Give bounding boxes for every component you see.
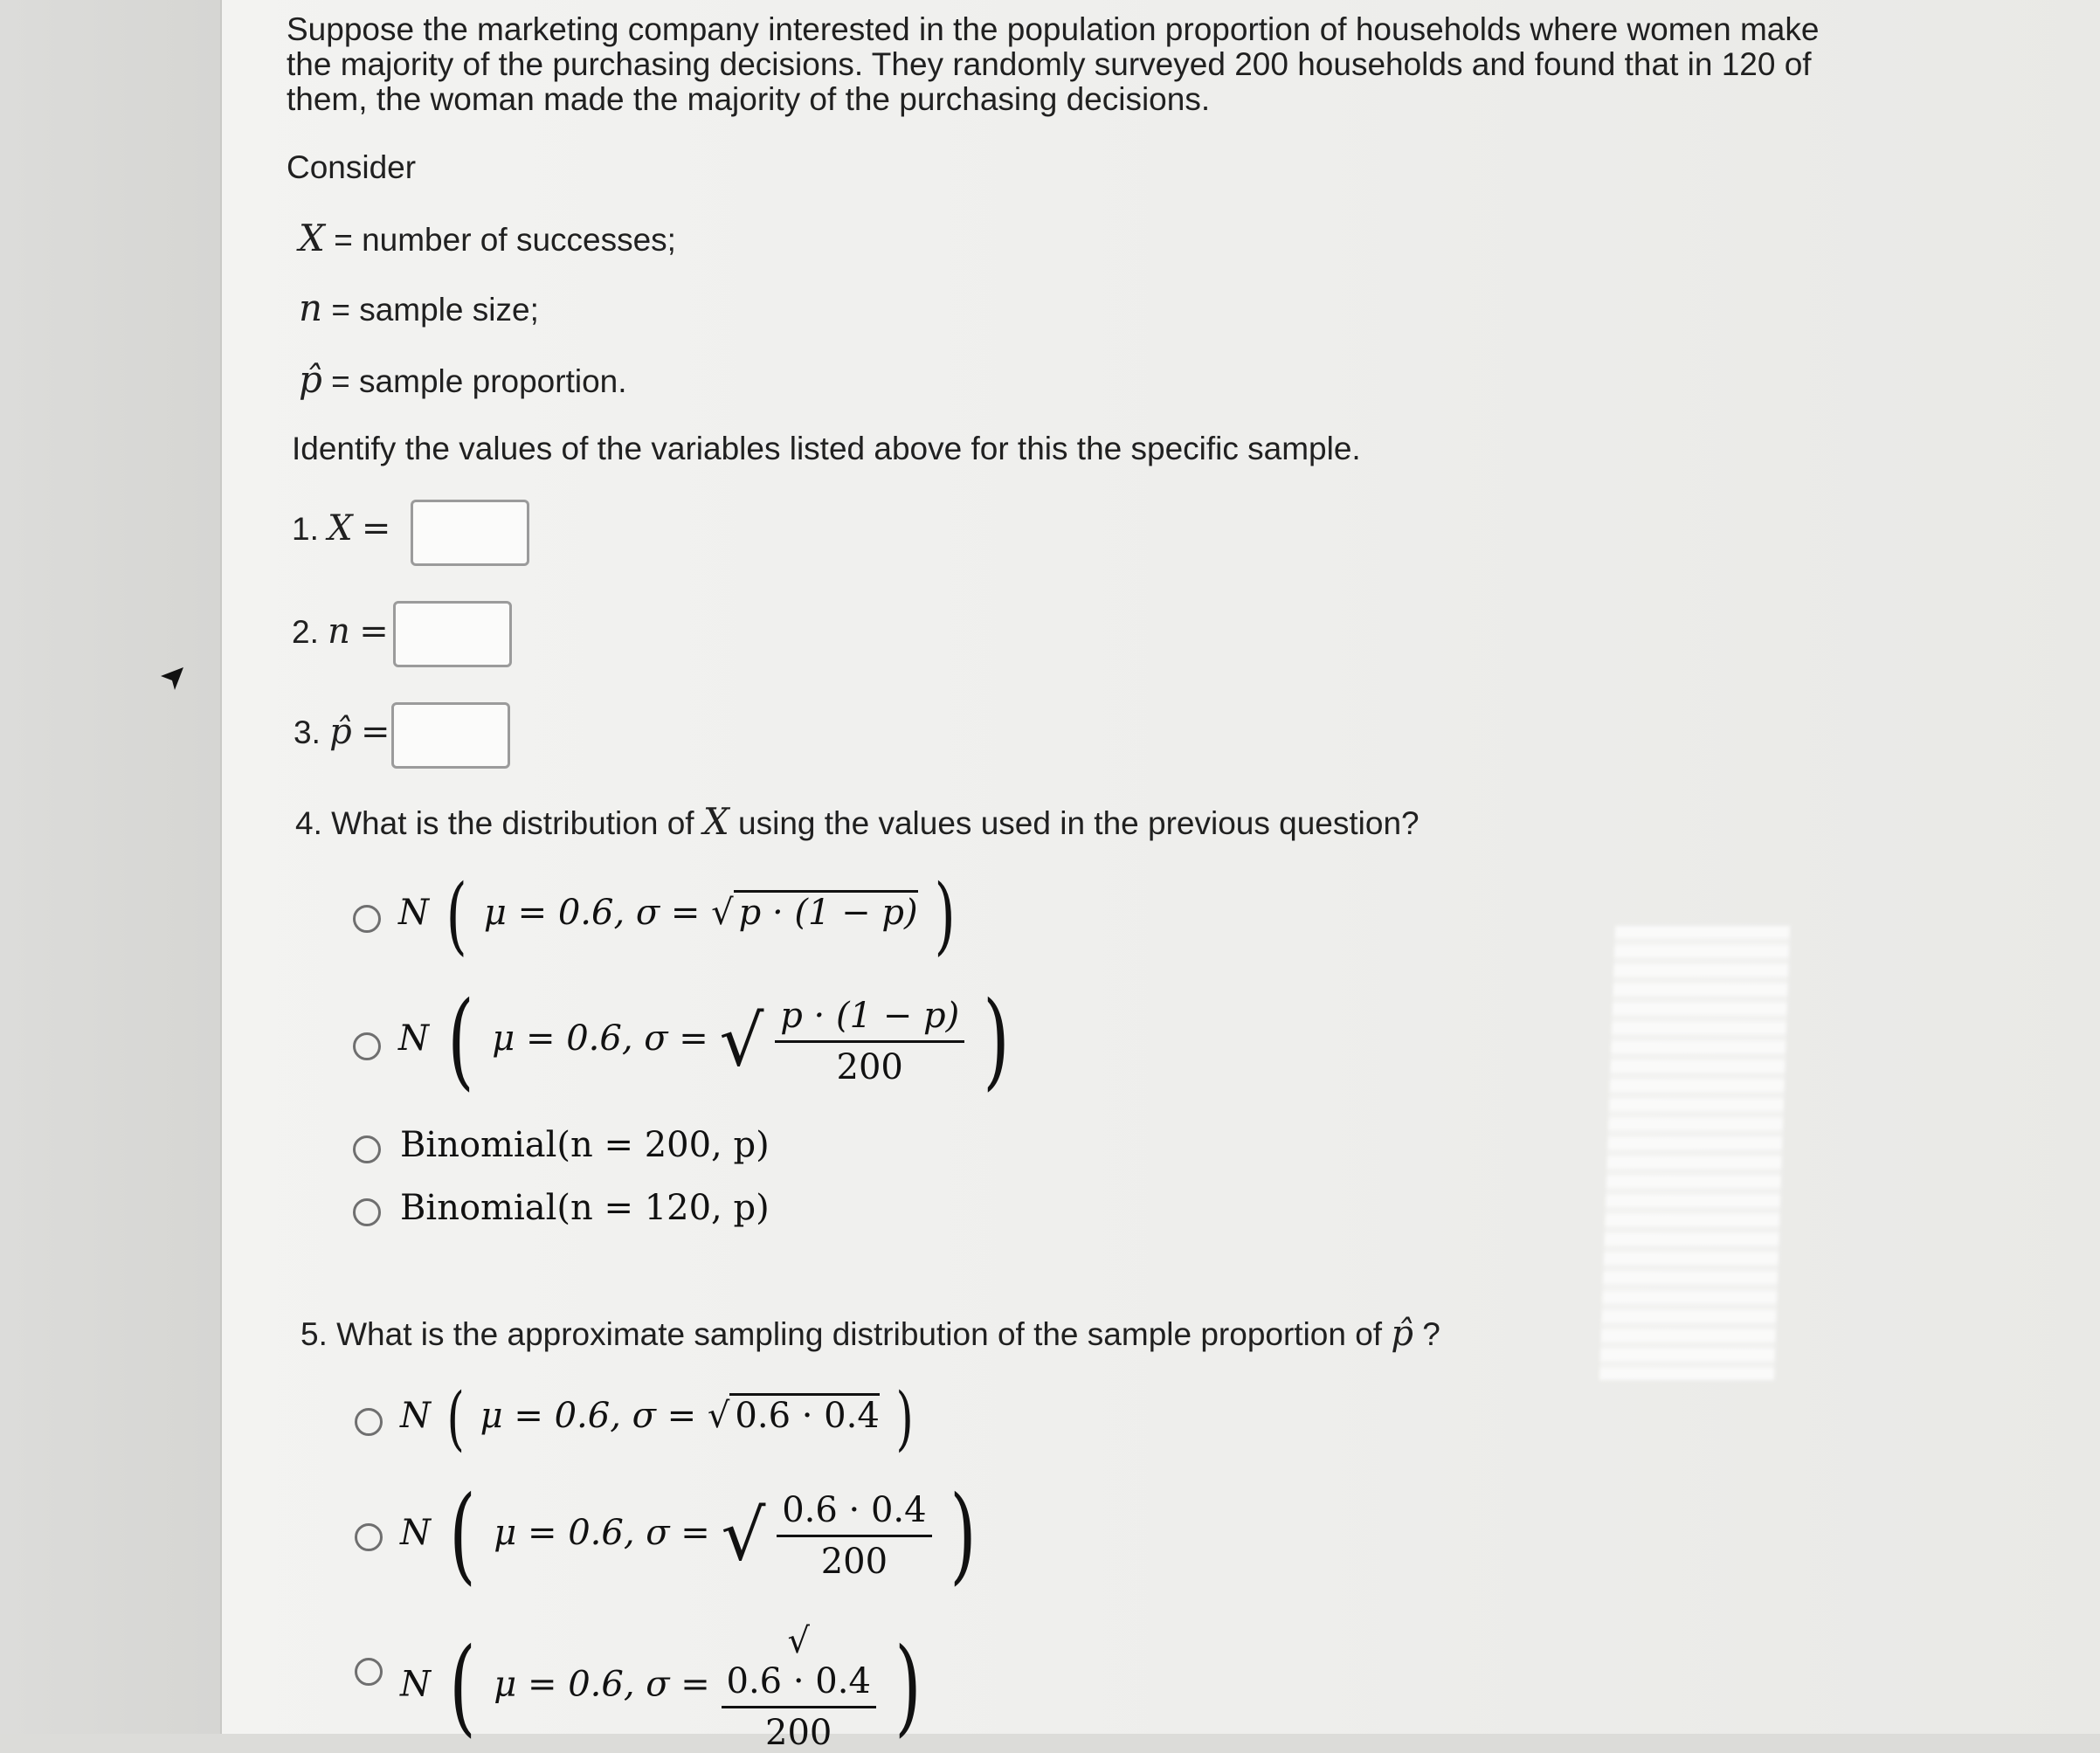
q4-prefix: 4. What is the distribution of [295,805,694,841]
definition-n [299,286,539,330]
open-paren: ( [448,1625,476,1748]
definition-phat [299,358,627,402]
fraction [775,996,964,1087]
q4-option-2[interactable] [398,980,1017,1101]
q5-option-1[interactable] [400,1377,918,1459]
intro-line-2: the majority of the purchasing decisions. They randomly surveyed 200 households and found that in 120 of [287,46,1812,82]
mouse-cursor-icon [157,664,189,695]
q1-answer-input[interactable] [411,500,529,566]
left-rail [0,0,220,1734]
var-n: n [299,286,323,329]
var-phat: p̂ [299,358,322,401]
q1-symbol: X [328,508,353,549]
normal-n: N [398,893,429,933]
q4-option-1-radio[interactable] [353,905,381,933]
mu-sigma: μ = 0.6, σ = [483,893,701,933]
mu-sigma: μ = 0.6, σ = [480,1396,697,1436]
definition-phat-text: = sample proportion. [331,363,627,399]
consider-label: Consider [287,149,417,185]
q5-option-3[interactable] [400,1621,928,1753]
q3-label [294,712,390,753]
q5-symbol: p̂ [1391,1314,1413,1354]
fraction-numerator: p · (1 − p) [775,996,964,1043]
open-paren: ( [448,1474,476,1596]
q5-prefix: 5. What is the approximate sampling distribution of the sample proportion of [300,1316,1383,1352]
q4-suffix: using the values used in the previous question? [738,805,1420,841]
q5-option-2-radio[interactable] [355,1523,383,1551]
fraction-denominator: 200 [836,1046,903,1087]
q2-answer-input[interactable] [393,601,512,667]
q2-label [292,611,389,652]
normal-n: N [398,1018,429,1059]
mu-sigma: μ = 0.6, σ = [494,1664,710,1705]
q4-option-2-radio[interactable] [353,1032,381,1060]
close-paren: ) [934,866,957,964]
sqrt-body: 0.6 · 0.4 [729,1393,879,1436]
var-x: X [299,217,325,259]
q4-option-3-radio[interactable] [353,1135,381,1163]
sqrt-symbol: √ [719,1000,764,1082]
identify-instruction: Identify the values of the variables listed above for this the specific sample. [292,431,1361,466]
fraction-denominator: 200 [765,1713,832,1753]
close-paren: ) [894,1625,922,1748]
q2-equals: = [359,611,389,652]
q4-option-1[interactable] [398,866,962,964]
q4-option-3[interactable]: Binomial(n = 200, p) [400,1125,770,1165]
normal-n: N [400,1664,431,1705]
open-paren: ( [446,980,474,1101]
q3-equals: = [361,712,390,752]
q4-symbol: X [702,800,729,843]
close-paren: ) [983,980,1010,1101]
close-paren: ) [950,1474,977,1596]
open-paren: ( [446,1377,465,1459]
q4-option-4-radio[interactable] [353,1198,381,1226]
q1-label [292,508,390,549]
intro-line-1: Suppose the marketing company interested in the population proportion of households where women make [287,11,1820,47]
fraction-denominator: 200 [820,1541,888,1582]
q4-option-4[interactable]: Binomial(n = 120, p) [400,1188,770,1228]
mu-sigma: μ = 0.6, σ = [492,1018,708,1059]
question-page [220,0,2100,1734]
normal-n: N [400,1513,431,1553]
sqrt-symbol: √ [711,893,734,933]
sqrt-symbol: √ [721,1494,766,1577]
close-paren: ) [895,1377,914,1459]
fraction-numerator: 0.6 · 0.4 [777,1490,931,1537]
q2-symbol: n [328,611,350,652]
q4-question [295,800,1420,844]
q3-symbol: p̂ [329,712,352,752]
definition-x-text: = number of successes; [334,222,676,258]
fraction-numerator: √ 0.6 · 0.4 [722,1621,876,1708]
q5-option-1-radio[interactable] [355,1408,383,1436]
q3-answer-input[interactable] [391,702,510,769]
q5-suffix: ? [1422,1316,1440,1352]
sqrt-body: p · (1 − p) [734,890,918,933]
intro-line-3: them, the woman made the majority of the purchasing decisions. [287,81,1211,117]
q5-option-3-radio[interactable] [355,1658,383,1686]
q5-option-2[interactable] [400,1474,984,1596]
mu-sigma: μ = 0.6, σ = [494,1513,710,1553]
q2-number: 2. [292,614,319,650]
normal-n: N [400,1396,431,1436]
definition-n-text: = sample size; [331,292,539,328]
screen-glare [1599,926,1790,1380]
sqrt-symbol: √ [707,1396,730,1436]
q3-number: 3. [294,714,321,750]
q1-number: 1. [292,511,319,547]
definition-x [299,217,676,260]
fraction [722,1621,876,1753]
q5-question [300,1314,1440,1355]
fraction [777,1490,931,1582]
fraction-numerator-value: 0.6 · 0.4 [726,1661,871,1701]
q1-equals: = [361,508,391,549]
open-paren: ( [446,866,467,964]
